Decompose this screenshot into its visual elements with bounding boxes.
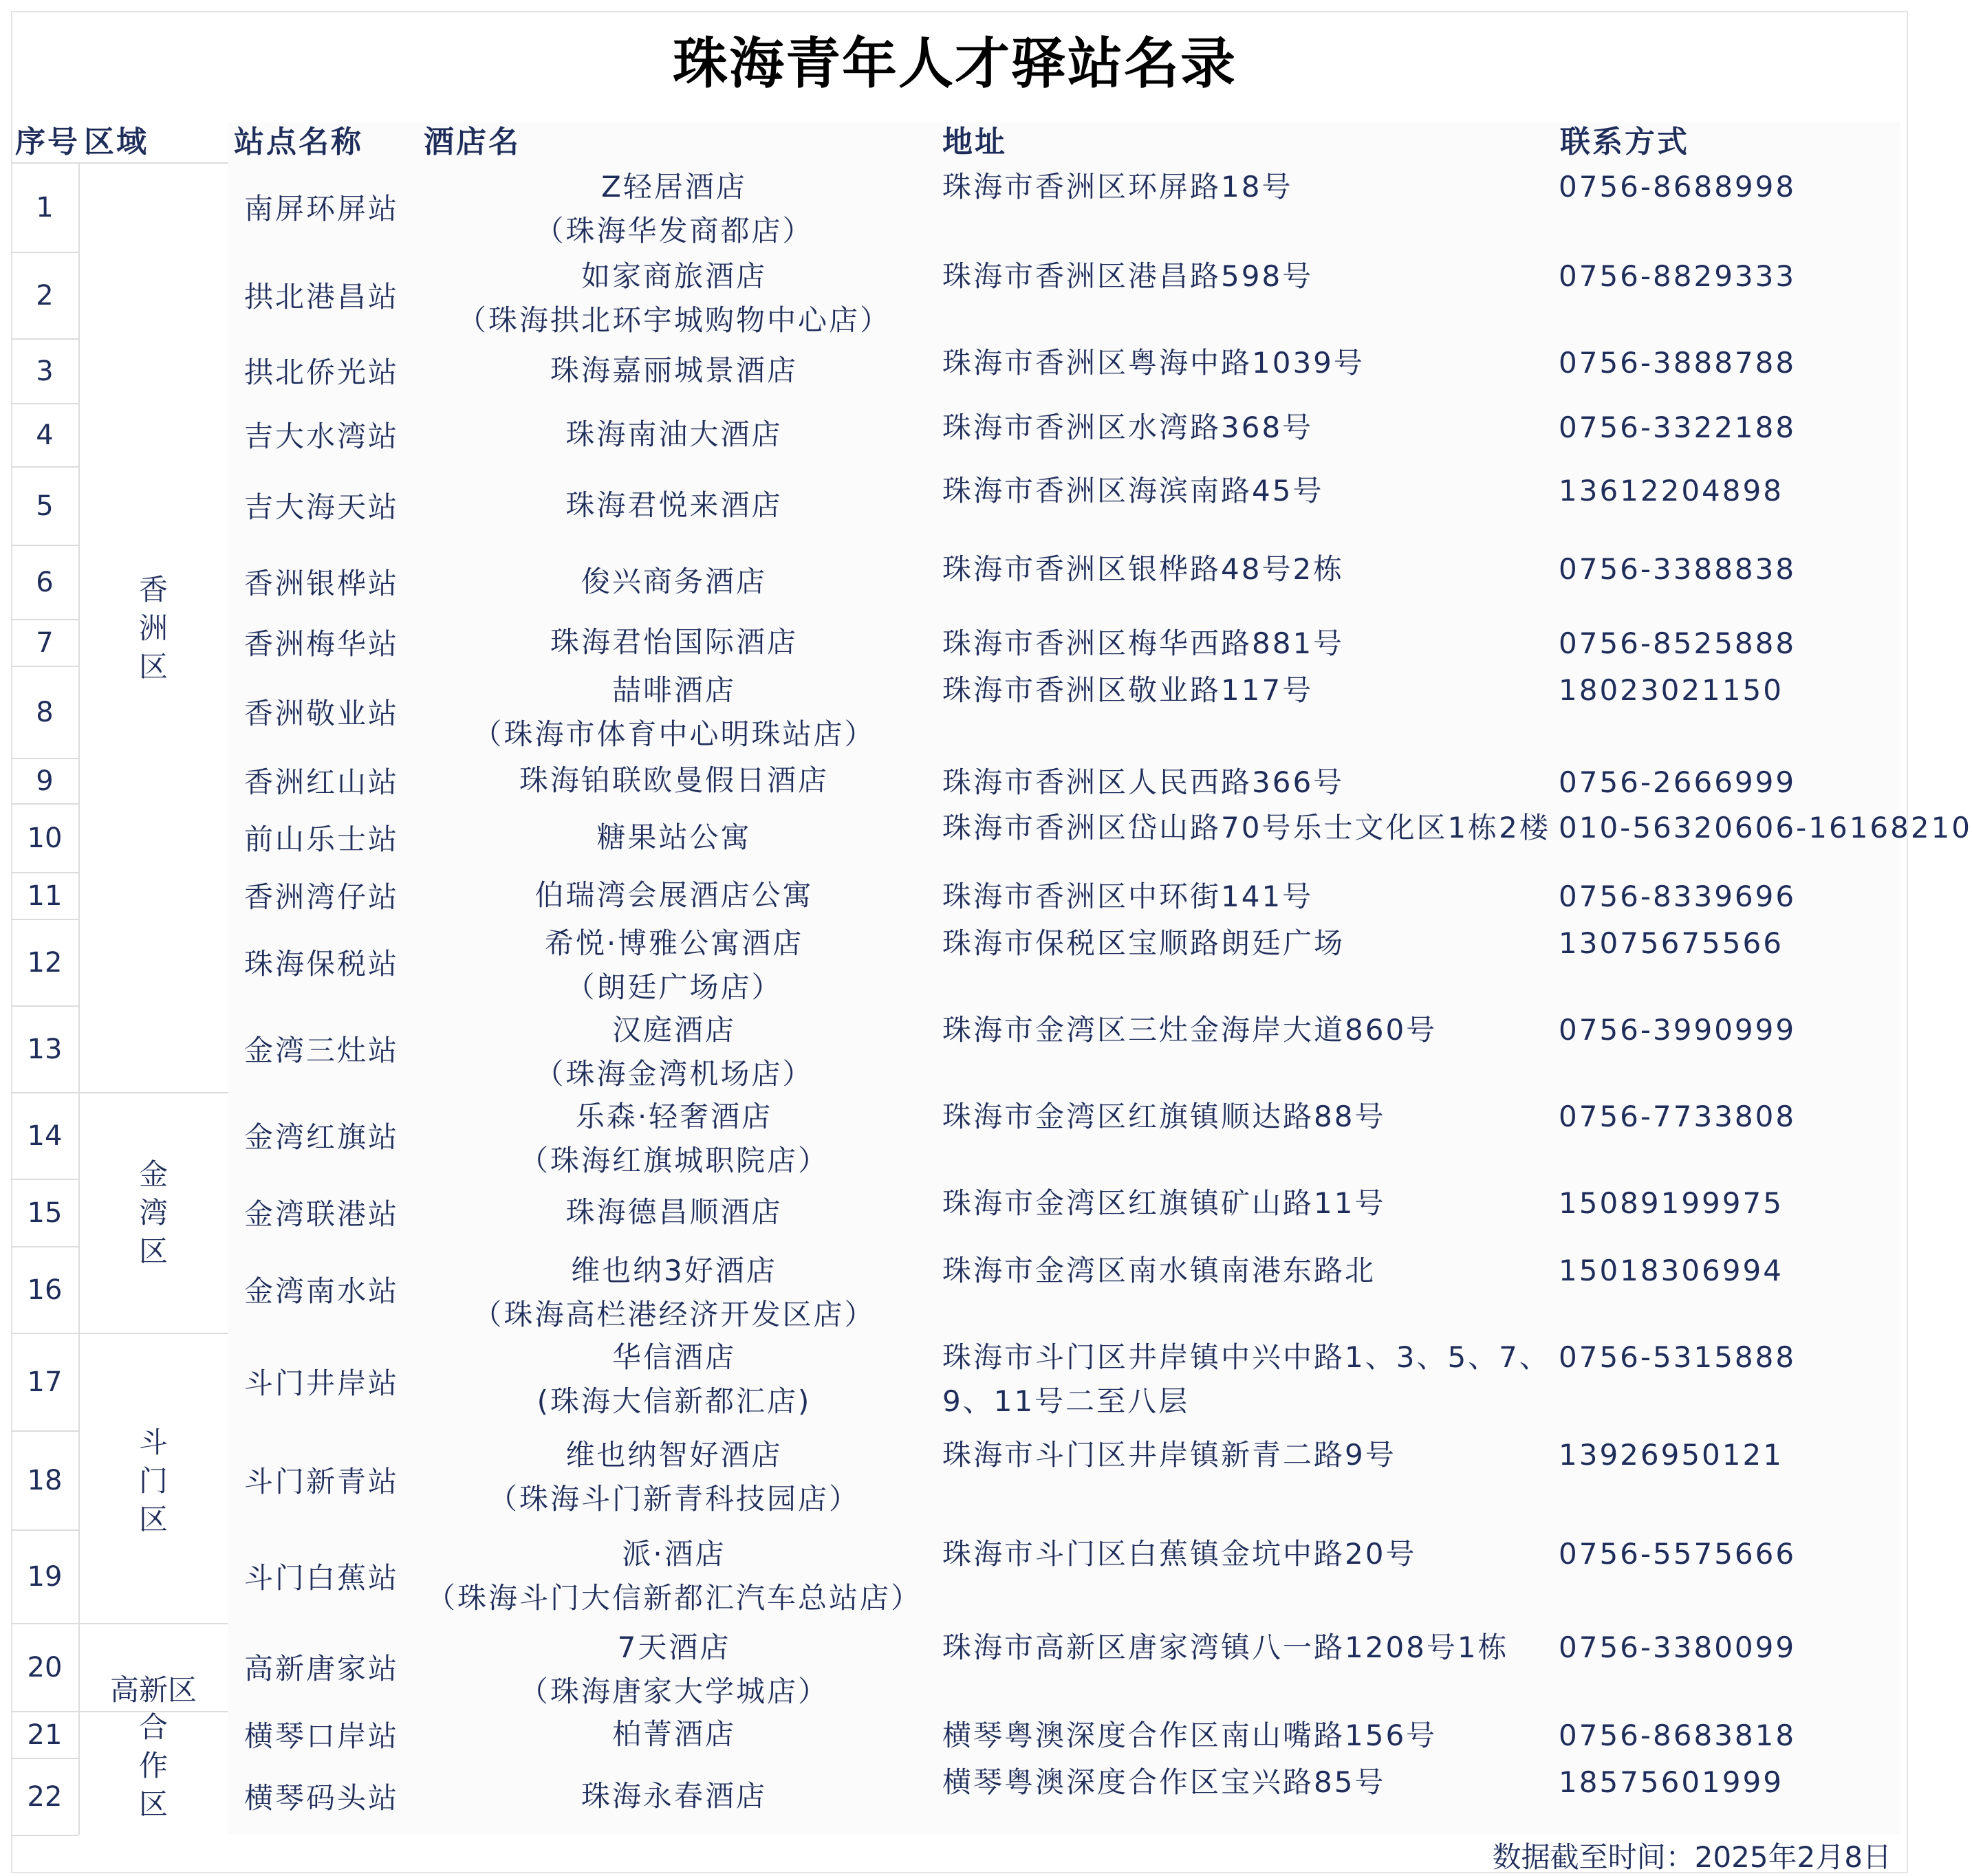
address bbox=[942, 1433, 1396, 1477]
address bbox=[942, 1626, 1509, 1670]
address-line: 珠海市斗门区井岸镇新青二路9号 bbox=[942, 1438, 1396, 1472]
address bbox=[942, 1181, 1385, 1225]
contact-phone: 0756-3388838 bbox=[1559, 552, 1797, 586]
address-line: 珠海市香洲区人民西路366号 bbox=[942, 765, 1345, 799]
table-bottom-line bbox=[11, 1835, 78, 1836]
contact-phone: 13926950121 bbox=[1559, 1438, 1784, 1472]
address-line: 横琴粤澳深度合作区宝兴路85号 bbox=[942, 1765, 1386, 1799]
hotel-name bbox=[399, 165, 949, 253]
station-name: 金湾南水站 bbox=[244, 1274, 400, 1308]
row-number: 14 bbox=[27, 1120, 63, 1152]
hotel-name-line: 派·酒店 bbox=[622, 1537, 726, 1571]
station-name: 金湾联港站 bbox=[244, 1197, 400, 1231]
row-number-cell bbox=[11, 403, 78, 466]
address bbox=[942, 165, 1292, 209]
hotel-name-line: 华信酒店 bbox=[611, 1340, 736, 1374]
data-date-footer: 数据截至时间：2025年2月8日 bbox=[1492, 1840, 1892, 1874]
hotel-name-line: 珠海铂联欧曼假日酒店 bbox=[519, 763, 829, 797]
hotel-name-line: 珠海永春酒店 bbox=[581, 1779, 767, 1813]
address-line: 珠海市高新区唐家湾镇八一路1208号1栋 bbox=[942, 1630, 1509, 1664]
row-number-cell bbox=[11, 1092, 78, 1179]
hotel-name-line: 珠海南油大酒店 bbox=[565, 417, 783, 451]
contact-phone: 0756-8339696 bbox=[1559, 880, 1797, 913]
hotel-name-line: 珠海嘉丽城景酒店 bbox=[550, 353, 798, 387]
row-number: 2 bbox=[36, 280, 54, 312]
address bbox=[942, 761, 1344, 805]
hotel-name bbox=[399, 483, 949, 527]
hotel-name-line: （珠海高栏港经济开发区店） bbox=[473, 1298, 876, 1331]
hotel-name-line: （珠海斗门大信新都汇汽车总站店） bbox=[426, 1581, 922, 1615]
address-line: 珠海市香洲区环屏路18号 bbox=[942, 170, 1293, 204]
hotel-name-line: 珠海君怡国际酒店 bbox=[550, 625, 798, 659]
hotel-name-line: 俊兴商务酒店 bbox=[581, 565, 767, 598]
row-number: 10 bbox=[27, 822, 63, 854]
hotel-name bbox=[399, 1095, 949, 1183]
hotel-name bbox=[399, 1712, 949, 1756]
address-line: 珠海市香洲区粤海中路1039号 bbox=[942, 346, 1365, 380]
hotel-name bbox=[399, 1008, 949, 1096]
hotel-name bbox=[399, 759, 949, 803]
row-number: 5 bbox=[36, 490, 54, 522]
hotel-name-line: (珠海大信新都汇店) bbox=[537, 1384, 812, 1418]
hotel-name bbox=[399, 816, 949, 860]
station-name: 吉大海天站 bbox=[244, 490, 400, 524]
address bbox=[942, 547, 1344, 591]
station-name: 香洲湾仔站 bbox=[244, 880, 400, 914]
address bbox=[942, 341, 1365, 385]
row-number-cell bbox=[11, 1179, 78, 1246]
address bbox=[942, 622, 1344, 666]
row-number: 7 bbox=[36, 627, 54, 659]
row-number: 18 bbox=[27, 1465, 63, 1496]
row-number-cell bbox=[11, 466, 78, 545]
address-line: 珠海市金湾区红旗镇矿山路11号 bbox=[942, 1186, 1386, 1220]
hotel-name bbox=[399, 1249, 949, 1337]
address bbox=[942, 406, 1313, 450]
station-name: 前山乐士站 bbox=[244, 822, 400, 856]
row-number-cell bbox=[11, 1623, 78, 1711]
hotel-name-line: 柏菁酒店 bbox=[611, 1717, 736, 1751]
station-name: 拱北侨光站 bbox=[244, 356, 400, 389]
contact-phone: 18575601999 bbox=[1559, 1765, 1784, 1799]
row-number: 22 bbox=[27, 1781, 63, 1813]
contact-phone: 0756-3380099 bbox=[1559, 1630, 1797, 1664]
hotel-name bbox=[399, 254, 949, 342]
address bbox=[942, 1095, 1385, 1139]
contact-phone: 0756-2666999 bbox=[1559, 765, 1797, 799]
hotel-name-line: 维也纳3好酒店 bbox=[571, 1254, 777, 1287]
hotel-name-line: Z轻居酒店 bbox=[601, 170, 747, 204]
row-number-cell bbox=[11, 545, 78, 619]
station-name: 拱北港昌站 bbox=[244, 280, 400, 314]
hotel-name bbox=[399, 1335, 949, 1424]
row-number: 17 bbox=[27, 1366, 63, 1398]
hotel-name-line: （珠海唐家大学城店） bbox=[519, 1675, 829, 1708]
address-line: 珠海市金湾区红旗镇顺达路88号 bbox=[942, 1100, 1386, 1133]
contact-phone: 15089199975 bbox=[1559, 1186, 1784, 1220]
address bbox=[942, 1760, 1385, 1804]
address-line: 珠海市斗门区白蕉镇金坑中路20号 bbox=[942, 1537, 1417, 1571]
row-number: 13 bbox=[27, 1034, 63, 1065]
header-area: 区域 bbox=[84, 124, 149, 160]
address-line: 珠海市香洲区梅华西路881号 bbox=[942, 626, 1345, 660]
contact-phone: 18023021150 bbox=[1559, 673, 1784, 707]
hotel-name-line: （珠海拱北环宇城购物中心店） bbox=[457, 303, 891, 337]
hotel-name-line: 如家商旅酒店 bbox=[581, 259, 767, 293]
hotel-name-line: 乐森·轻奢酒店 bbox=[575, 1100, 773, 1133]
address-line: 珠海市斗门区井岸镇中兴中路1、3、5、7、 bbox=[942, 1340, 1550, 1374]
address bbox=[942, 469, 1323, 513]
station-name: 香洲梅华站 bbox=[244, 627, 400, 661]
station-name: 横琴口岸站 bbox=[244, 1719, 400, 1753]
row-number: 16 bbox=[27, 1274, 63, 1306]
area-name: 合 作 区 bbox=[138, 1710, 168, 1821]
address-line: 珠海市保税区宝顺路朗廷广场 bbox=[942, 926, 1345, 960]
address bbox=[942, 806, 1550, 850]
hotel-name-line: 希悦·博雅公寓酒店 bbox=[544, 926, 804, 960]
address bbox=[942, 668, 1313, 712]
hotel-name-line: （珠海金湾机场店） bbox=[534, 1057, 814, 1091]
address-line: 珠海市香洲区中环街141号 bbox=[942, 880, 1314, 913]
hotel-name bbox=[399, 1774, 949, 1818]
contact-phone: 0756-5575666 bbox=[1559, 1537, 1797, 1571]
station-name: 金湾三灶站 bbox=[244, 1034, 400, 1067]
row-number-cell bbox=[11, 666, 78, 758]
hotel-name bbox=[399, 1190, 949, 1234]
address-line: 珠海市香洲区水湾路368号 bbox=[942, 411, 1314, 444]
address-line: 珠海市香洲区岱山路70号乐士文化区1栋2楼 bbox=[942, 811, 1550, 844]
contact-phone: 0756-5315888 bbox=[1559, 1340, 1797, 1374]
contact-phone: 13612204898 bbox=[1559, 474, 1784, 508]
hotel-name-line: 糖果站公寓 bbox=[596, 820, 752, 854]
contact-phone: 0756-3888788 bbox=[1559, 346, 1797, 380]
address-line: 横琴粤澳深度合作区南山嘴路156号 bbox=[942, 1719, 1438, 1752]
hotel-name-line: 珠海德昌顺酒店 bbox=[565, 1195, 783, 1229]
contact-phone: 0756-3322188 bbox=[1559, 411, 1797, 444]
row-number: 8 bbox=[36, 697, 54, 728]
header-contact: 联系方式 bbox=[1560, 124, 1689, 160]
row-number: 6 bbox=[36, 567, 54, 598]
hotel-name bbox=[399, 873, 949, 917]
hotel-name bbox=[399, 620, 949, 664]
address bbox=[942, 254, 1313, 298]
hotel-name-line: 伯瑞湾会展酒店公寓 bbox=[534, 878, 814, 912]
area-name: 金 湾 区 bbox=[138, 1157, 168, 1268]
row-number: 1 bbox=[36, 192, 54, 223]
header-address: 地址 bbox=[942, 124, 1007, 160]
address bbox=[942, 1335, 1550, 1424]
station-name: 香洲红山站 bbox=[244, 765, 400, 799]
area-name: 斗 门 区 bbox=[138, 1426, 168, 1536]
hotel-name-line: 7天酒店 bbox=[617, 1630, 731, 1664]
page-title: 珠海青年人才驿站名录 bbox=[673, 32, 1237, 96]
station-name: 香洲银桦站 bbox=[244, 567, 400, 600]
row-number-cell bbox=[11, 1758, 78, 1835]
row-number-cell bbox=[11, 1430, 78, 1529]
hotel-name bbox=[399, 349, 949, 393]
station-name: 斗门白蕉站 bbox=[244, 1561, 400, 1595]
address-line: 珠海市香洲区敬业路117号 bbox=[942, 673, 1314, 707]
row-number-cell bbox=[11, 619, 78, 666]
row-number-cell bbox=[11, 803, 78, 872]
hotel-name-line: （珠海斗门新青科技园店） bbox=[488, 1482, 860, 1516]
row-number-cell bbox=[11, 1333, 78, 1430]
row-number-cell bbox=[11, 1246, 78, 1333]
hotel-name bbox=[399, 1626, 949, 1714]
address-line: 珠海市金湾区三灶金海岸大道860号 bbox=[942, 1013, 1438, 1047]
row-number: 12 bbox=[27, 947, 63, 979]
hotel-name bbox=[399, 921, 949, 1010]
hotel-name-line: 喆啡酒店 bbox=[611, 673, 736, 707]
row-number: 21 bbox=[27, 1719, 63, 1751]
station-name: 珠海保税站 bbox=[244, 947, 400, 981]
contact-phone: 0756-8525888 bbox=[1559, 626, 1797, 660]
address bbox=[942, 1008, 1437, 1052]
hotel-name bbox=[399, 1433, 949, 1521]
row-number-cell bbox=[11, 919, 78, 1005]
area-name: 香 洲 区 bbox=[138, 573, 168, 684]
station-name: 香洲敬业站 bbox=[244, 697, 400, 730]
header-index: 序号 bbox=[15, 124, 80, 160]
station-name: 南屏环屏站 bbox=[244, 192, 400, 226]
contact-phone: 0756-8688998 bbox=[1559, 170, 1797, 204]
address-line: 珠海市香洲区银桦路48号2栋 bbox=[942, 552, 1345, 586]
station-name: 吉大水湾站 bbox=[244, 419, 400, 453]
address bbox=[942, 1532, 1416, 1576]
contact-phone: 0756-8683818 bbox=[1559, 1719, 1797, 1752]
row-number-cell bbox=[11, 1711, 78, 1758]
station-name: 高新唐家站 bbox=[244, 1652, 400, 1686]
row-number: 20 bbox=[27, 1652, 63, 1683]
address-line: 珠海市香洲区海滨南路45号 bbox=[942, 474, 1324, 508]
row-number-cell bbox=[11, 162, 78, 252]
row-number: 3 bbox=[36, 356, 54, 387]
hotel-name bbox=[399, 1532, 949, 1620]
hotel-name-line: 维也纳智好酒店 bbox=[565, 1438, 783, 1472]
address bbox=[942, 875, 1313, 919]
hotel-name bbox=[399, 560, 949, 604]
row-number: 9 bbox=[36, 765, 54, 797]
row-number: 15 bbox=[27, 1197, 63, 1229]
row-number-cell bbox=[11, 758, 78, 803]
hotel-name bbox=[399, 413, 949, 457]
address-line: 9、11号二至八层 bbox=[942, 1384, 1190, 1418]
contact-phone: 010-56320606-16168210 bbox=[1559, 811, 1972, 844]
header-station: 站点名称 bbox=[234, 124, 363, 160]
row-number-cell bbox=[11, 872, 78, 919]
station-name: 斗门新青站 bbox=[244, 1465, 400, 1498]
address bbox=[942, 921, 1345, 966]
station-name: 金湾红旗站 bbox=[244, 1120, 400, 1154]
station-name: 斗门井岸站 bbox=[244, 1366, 400, 1400]
hotel-name-line: （珠海红旗城职院店） bbox=[519, 1144, 829, 1177]
address bbox=[942, 1249, 1376, 1293]
row-number: 11 bbox=[27, 880, 63, 912]
row-number-cell bbox=[11, 338, 78, 403]
contact-phone: 0756-8829333 bbox=[1559, 259, 1797, 293]
hotel-name-line: 珠海君悦来酒店 bbox=[565, 488, 783, 522]
hotel-name-line: 汉庭酒店 bbox=[611, 1013, 736, 1047]
row-number: 19 bbox=[27, 1561, 63, 1593]
hotel-name-line: （珠海市体育中心明珠站店） bbox=[473, 717, 876, 751]
contact-phone: 0756-3990999 bbox=[1559, 1013, 1797, 1047]
area-name: 高新区 bbox=[109, 1673, 197, 1707]
station-name: 横琴码头站 bbox=[244, 1781, 400, 1815]
address bbox=[942, 1714, 1437, 1758]
row-number-cell bbox=[11, 1529, 78, 1623]
row-number-cell bbox=[11, 252, 78, 338]
address-line: 珠海市金湾区南水镇南港东路北 bbox=[942, 1254, 1376, 1287]
hotel-name bbox=[399, 668, 949, 756]
contact-phone: 15018306994 bbox=[1559, 1254, 1784, 1287]
address-line: 珠海市香洲区港昌路598号 bbox=[942, 259, 1314, 293]
contact-phone: 0756-7733808 bbox=[1559, 1100, 1797, 1133]
contact-phone: 13075675566 bbox=[1559, 926, 1784, 960]
hotel-name-line: （朗廷广场店） bbox=[565, 970, 783, 1004]
row-number: 4 bbox=[36, 419, 54, 451]
row-number-cell bbox=[11, 1005, 78, 1092]
hotel-name-line: （珠海华发商都店） bbox=[534, 214, 814, 248]
header-hotel: 酒店名 bbox=[424, 124, 521, 160]
